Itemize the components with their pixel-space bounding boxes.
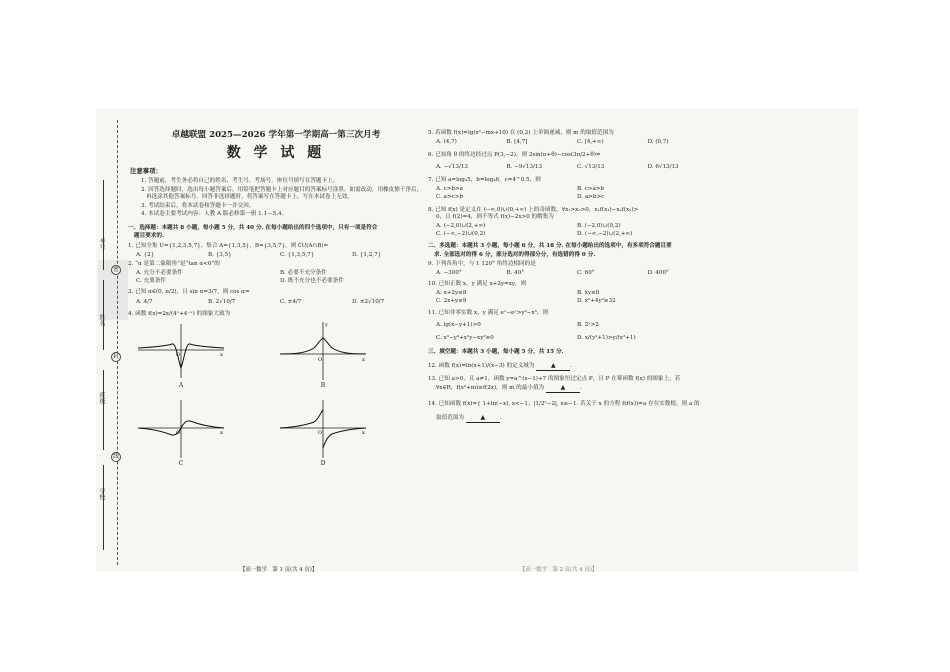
- option-b: B. [4,7]: [506, 138, 528, 145]
- option-a: A. lg(x−y+1)>0: [436, 322, 481, 329]
- option-a: A. (4,7): [436, 138, 457, 145]
- question-6-options: [428, 164, 718, 172]
- question-14-cont: [428, 414, 718, 423]
- option-d: D. x/(y²+1)>y/(x²+1): [577, 334, 636, 341]
- question-3-options: [128, 299, 424, 307]
- option-c: C. (−∞,−2)∪(0,2): [436, 231, 486, 238]
- graph-option-b: [278, 320, 368, 390]
- binding-dashed-line: [117, 120, 118, 565]
- question-5-options: [428, 139, 718, 147]
- svg-text:x: x: [220, 352, 223, 359]
- graph-option-c: [136, 398, 226, 468]
- question-12-tail: .: [570, 363, 573, 370]
- answer-blank-14: ▲: [466, 414, 500, 423]
- option-c: C. 充要条件: [136, 278, 167, 285]
- option-c: C. {1,3,5,7}: [280, 251, 315, 258]
- graph-d-label: D: [320, 460, 326, 468]
- option-b: B. (−2,0)∪(0,2): [577, 222, 621, 229]
- school-blank: [103, 465, 104, 550]
- option-c: C. ±4/7: [280, 299, 302, 306]
- svg-text:x: x: [362, 357, 365, 364]
- option-c: C. [4,+∞): [577, 138, 604, 145]
- page-2-column: [428, 130, 718, 423]
- question-14-tail: .: [499, 415, 502, 422]
- notes-heading: 注意事项：: [130, 167, 162, 176]
- option-b: B. −9√13/13: [506, 163, 543, 170]
- option-b: B. xy≤8: [577, 289, 600, 296]
- option-d: D. x²+4y²≥32: [577, 298, 616, 305]
- svg-text:O: O: [176, 430, 181, 437]
- graph-option-a: [136, 320, 226, 390]
- label-name: 姓名: [98, 314, 105, 326]
- seal-xian: 线: [112, 453, 119, 460]
- exam-title: 卓越联盟 2025—2026 学年第一学期高一第三次月考: [171, 130, 381, 140]
- question-6: 6. 已知角 θ 的终边经过点 P(3,−2)，则 2sin(π+θ)−cos(3π/2+θ)=: [428, 152, 601, 159]
- section-1-title: 一、选择题：本题共 8 小题，每小题 5 分，共 40 分. 在每小题给出的四个选项中，只有一项是符合: [128, 224, 378, 231]
- option-d: D. (−∞,−2)∪(2,+∞): [577, 231, 633, 238]
- option-d: D. {1,2,7}: [352, 251, 382, 258]
- svg-text:O: O: [318, 430, 323, 437]
- option-d: D. ±2√10/7: [352, 299, 385, 306]
- question-13: 13. 已知 a>0，且 a≠1，函数 y=a^(x−1)+7 的图象恒过定点 P，且 P 在幂函数 f(x) 的图象上，若: [428, 376, 681, 383]
- note-4: 4. 本试卷主要考试内容：人教 A 版必修第一册 1.1—5.4。: [141, 211, 288, 218]
- note-3: 3. 考试结束后，将本试卷和答题卡一并交回。: [141, 202, 255, 209]
- label-class: 班级: [98, 392, 105, 404]
- question-8: 8. 已知 f(x) 是定义在 (−∞,0)∪(0,+∞) 上的奇函数，∀x₁>x₂>0，x₁f(x₁)−x₂f(x₂)>: [428, 206, 639, 213]
- seal-mi: 密: [112, 266, 119, 273]
- label-exam-no: 考号: [98, 238, 105, 250]
- question-1: 1. 已知全集 U={1,2,3,5,7}，集合 A={1,3,5}，B={3,5,7}，则 ∁U(A∩B)=: [128, 242, 329, 249]
- answer-blank-12: ▲: [536, 362, 570, 371]
- graph-c-plot: [136, 398, 226, 460]
- option-b: B. 必要不充分条件: [280, 269, 327, 276]
- question-13-stem2: ∀x∈R，f(x²+m)≥f(2x)，则 m 的最小值为: [436, 384, 545, 391]
- section-1-title-cont: 题目要求的.: [134, 233, 164, 240]
- class-blank: [103, 370, 104, 450]
- svg-text:x: x: [362, 430, 365, 437]
- option-d: D. 既不充分也不必要条件: [280, 278, 344, 285]
- question-9: 9. 下列各角中，与 1 120° 角终边相同的是: [428, 261, 536, 268]
- question-7-options: [428, 186, 718, 203]
- graph-a-label: A: [178, 382, 184, 390]
- question-9-options: [428, 270, 718, 278]
- question-11: 11. 已知非零实数 x，y 满足 eˣ−eʸ>y³−x³，则: [428, 309, 549, 316]
- seal-feng: 封: [112, 353, 119, 360]
- graph-option-d: [278, 398, 368, 468]
- option-b: B. 40°: [506, 269, 525, 276]
- question-2-options: [128, 270, 424, 287]
- question-10-options: [428, 290, 718, 307]
- section-3-title: 三、填空题：本题共 3 小题，每小题 5 分，共 15 分.: [428, 349, 564, 356]
- note-1: 1. 答题前，考生务必将自己的姓名、考生号、考场号、座位号填写在答题卡上。: [141, 178, 339, 185]
- option-a: A. −√13/13: [436, 163, 468, 170]
- option-a: A. c>b>a: [436, 185, 464, 192]
- question-14: 14. 已知函数 f(x)={ 1+ln(−x), x<−1；|1/2ˣ−2|, x≥−1. 若关于 x 的方程 f(f(x))=a 存在实数根，则 a 的: [428, 400, 700, 407]
- option-a: A. 充分不必要条件: [136, 269, 183, 276]
- graph-a-plot: [136, 320, 226, 382]
- answer-blank-13: ▲: [546, 384, 580, 393]
- question-10: 10. 已知正数 x，y 满足 x+2y=xy，则: [428, 281, 527, 288]
- option-d: D. 400°: [647, 269, 669, 276]
- section-2-title-cont: 求. 全部选对的得 6 分，部分选对的得部分分，有选错的得 0 分.: [434, 251, 596, 258]
- option-a: A. (−2,0)∪(2,+∞): [436, 222, 486, 229]
- option-c: C. x³−y³+x²y−xy²≥0: [436, 334, 494, 341]
- graph-c-label: C: [178, 460, 184, 468]
- svg-text:O: O: [318, 357, 323, 364]
- question-2: 2. “α 是第二象限角”是“tan α<0”的: [128, 261, 220, 268]
- option-b: B. 2√10/7: [208, 299, 236, 306]
- option-a: A. x+2y≥8: [436, 289, 467, 296]
- option-c: C. 2x+y≥9: [436, 298, 467, 305]
- option-c: C. √13/13: [577, 163, 605, 170]
- question-13-cont: [428, 384, 718, 393]
- label-school: 学校: [98, 488, 105, 500]
- svg-text:x: x: [220, 430, 223, 437]
- section-2-title: 二、多选题：本题共 3 小题，每小题 6 分，共 18 分. 在每小题给出的选项中，有多项符合题目要: [428, 243, 672, 250]
- page-1-column: [128, 130, 424, 480]
- question-1-options: [128, 252, 424, 260]
- question-11-options: [428, 322, 718, 343]
- option-c: C. 60°: [577, 269, 595, 276]
- subject-title: 数 学 试 题: [226, 144, 326, 161]
- page-footer-1: 【高一数学 第 1 页(共 4 页)】: [240, 567, 318, 573]
- option-c: C. a>c>b: [436, 194, 464, 201]
- question-8-options: [428, 223, 718, 240]
- option-a: A. {2}: [136, 251, 155, 258]
- graph-b-plot: [278, 320, 368, 382]
- question-5: 5. 若函数 f(x)=lg(x²−mx+10) 在 (0,2) 上单调递减，则 m 的取值范围为: [428, 130, 614, 136]
- page-footer-2: 【高一数学 第 2 页(共 4 页)】: [520, 567, 598, 573]
- svg-text:y: y: [325, 322, 328, 329]
- option-b: B. 2ʸ>2: [577, 322, 599, 329]
- option-d: D. a>b>c: [577, 194, 605, 201]
- question-3: 3. 已知 α∈(0, π/2)，且 sin α=3/7，则 cos α=: [128, 288, 250, 295]
- option-a: A. 4/7: [136, 299, 153, 306]
- option-b: B. {3,5}: [208, 251, 232, 258]
- question-4-graphs: [128, 320, 424, 480]
- graph-d-plot: [278, 398, 368, 460]
- graph-b-label: B: [320, 382, 326, 390]
- option-a: A. −300°: [436, 269, 462, 276]
- option-d: D. (0,7): [647, 138, 669, 145]
- question-14-stem2: 取值范围为: [436, 415, 464, 422]
- svg-text:O: O: [176, 352, 181, 359]
- question-13-tail: .: [579, 384, 582, 391]
- question-8-cont: 0，且 f(2)=4，则不等式 f(x)−2x>0 的解集为: [436, 214, 554, 221]
- question-12-stem: 12. 函数 f(x)=ln(x+1)/(x−3) 的定义域为: [428, 363, 535, 370]
- option-b: B. c>a>b: [577, 185, 605, 192]
- question-4: 4. 函数 f(x)=2x/(4ˣ+4⁻ˣ) 的图象大致为: [128, 310, 231, 317]
- exam-no-blank: [103, 180, 104, 270]
- question-7: 7. 已知 a=log₃5，b=log₄6，c=4^0.5，则: [428, 177, 541, 184]
- question-12: [428, 362, 718, 371]
- option-d: D. 6√13/13: [647, 163, 679, 170]
- note-2: 2. 回答选择题时，选出每小题答案后，用铅笔把答题卡上对应题目的答案标号涂黑。如需改动，用橡皮擦干净后，再选涂其他答案标号。回答非选择题时，将答案写在答题卡上。写在本试卷上无效。: [141, 186, 423, 201]
